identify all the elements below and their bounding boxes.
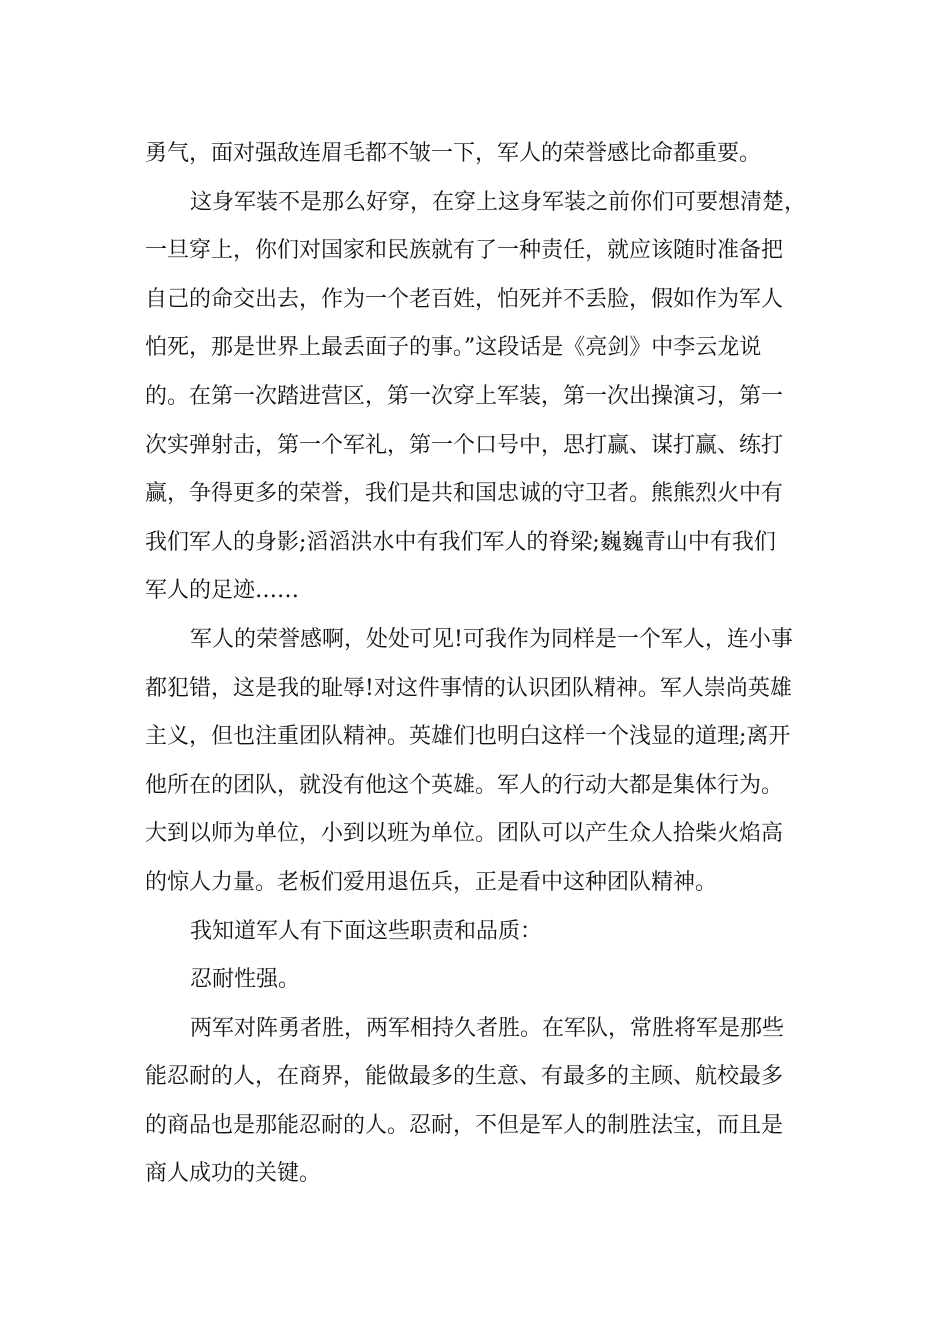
text-line: 两军对阵勇者胜，两军相持久者胜。在军队，常胜将军是那些: [190, 1015, 785, 1041]
text-line: 大到以师为单位，小到以班为单位。团队可以产生众人拾柴火焰高: [145, 821, 784, 847]
text-line: 商人成功的关键。: [145, 1161, 322, 1187]
text-line: 的商品也是那能忍耐的人。忍耐，不但是军人的制胜法宝，而且是: [145, 1112, 784, 1138]
text-line: 都犯错，这是我的耻辱!对这件事情的认识团队精神。军人崇尚英雄: [145, 675, 792, 701]
text-line: 我们军人的身影;滔滔洪水中有我们军人的脊梁;巍巍青山中有我们: [145, 529, 776, 555]
text-line: 主义，但也注重团队精神。英雄们也明白这样一个浅显的道理;离开: [145, 724, 791, 750]
text-line: 这身军装不是那么好穿，在穿上这身军装之前你们可要想清楚，: [190, 189, 807, 215]
text-line: 我知道军人有下面这些职责和品质：: [190, 918, 543, 944]
text-line: 勇气，面对强敌连眉毛都不皱一下，军人的荣誉感比命都重要。: [145, 141, 762, 166]
text-line: 他所在的团队，就没有他这个英雄。军人的行动大都是集体行为。: [145, 772, 784, 798]
text-line: 能忍耐的人，在商界，能做最多的生意、有最多的主顾、航校最多: [145, 1064, 784, 1090]
text-line: 次实弹射击，第一个军礼，第一个口号中，思打赢、谋打赢、练打: [145, 432, 784, 458]
text-line: 一旦穿上，你们对国家和民族就有了一种责任，就应该随时准备把: [145, 238, 784, 264]
text-line: 军人的足迹……: [145, 578, 300, 604]
text-line: 军人的荣誉感啊，处处可见!可我作为同样是一个军人，连小事: [190, 626, 793, 652]
text-line: 的。在第一次踏进营区，第一次穿上军装，第一次出操演习，第一: [145, 383, 784, 409]
text-line: 的惊人力量。老板们爱用退伍兵，正是看中这种团队精神。: [145, 869, 718, 895]
text-line: 赢，争得更多的荣誉，我们是共和国忠诚的守卫者。熊熊烈火中有: [145, 481, 784, 507]
text-line: 自己的命交出去，作为一个老百姓，怕死并不丢脸，假如作为军人: [145, 286, 784, 312]
text-line: 怕死，那是世界上最丢面子的事。”这段话是《亮剑》中李云龙说: [145, 335, 762, 361]
document-body: [145, 130, 815, 1199]
text-line: 忍耐性强。: [190, 967, 301, 993]
